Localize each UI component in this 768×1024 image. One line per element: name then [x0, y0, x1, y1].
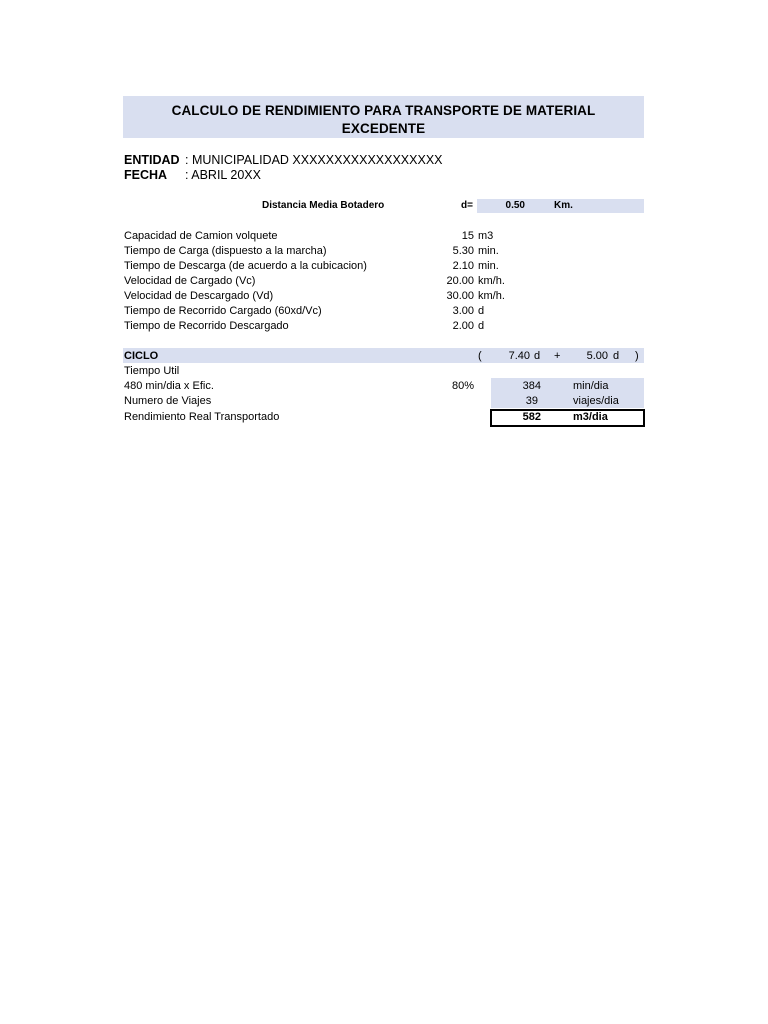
param-unit: d	[478, 320, 485, 332]
param-label: Velocidad de Cargado (Vc)	[124, 275, 256, 287]
fecha-value: : ABRIL 20XX	[185, 168, 261, 182]
param-value: 5.30	[452, 245, 474, 257]
ciclo-value-2: 5.00	[586, 350, 608, 362]
distancia-value: 0.50	[505, 200, 525, 211]
distancia-unit: Km.	[554, 200, 573, 211]
ciclo-plus: +	[554, 350, 561, 362]
eficiencia-label: 480 min/dia x Efic.	[124, 380, 214, 392]
param-value: 30.00	[446, 290, 474, 302]
ciclo-open-paren: (	[478, 350, 482, 362]
title-line-2: EXCEDENTE	[341, 121, 426, 136]
param-label: Tiempo de Descarga (de acuerdo a la cubicacion)	[124, 260, 367, 272]
entidad-label: ENTIDAD	[124, 153, 180, 167]
eficiencia-percent: 80%	[451, 380, 474, 392]
param-value: 15	[461, 230, 474, 242]
param-label: Tiempo de Recorrido Descargado	[124, 320, 289, 332]
param-unit: min.	[478, 260, 499, 272]
fecha-label: FECHA	[124, 168, 168, 182]
ciclo-value-1: 7.40	[508, 350, 530, 362]
title-line-1: CALCULO DE RENDIMIENTO PARA TRANSPORTE DE MATERIAL	[171, 103, 596, 118]
param-value: 2.10	[452, 260, 474, 272]
param-label: Capacidad de Camion volquete	[124, 230, 278, 242]
ciclo-close-paren: )	[635, 350, 639, 362]
param-label: Tiempo de Carga (dispuesto a la marcha)	[124, 245, 327, 257]
param-unit: km/h.	[478, 275, 505, 287]
param-unit: m3	[478, 230, 494, 242]
rendimiento-label: Rendimiento Real Transportado	[124, 411, 280, 423]
eficiencia-value: 384	[522, 380, 541, 392]
param-unit: d	[478, 305, 485, 317]
param-unit: min.	[478, 245, 499, 257]
param-label: Tiempo de Recorrido Cargado (60xd/Vc)	[124, 305, 322, 317]
ciclo-label: CICLO	[124, 350, 159, 362]
eficiencia-unit: min/dia	[573, 380, 609, 392]
ciclo-shade	[123, 348, 644, 363]
viajes-value: 39	[525, 395, 538, 407]
tiempo-util-label: Tiempo Util	[124, 365, 180, 377]
param-value: 2.00	[452, 320, 474, 332]
param-label: Velocidad de Descargado (Vd)	[124, 290, 274, 302]
viajes-label: Numero de Viajes	[124, 395, 212, 407]
param-value: 20.00	[446, 275, 474, 287]
entidad-value: : MUNICIPALIDAD XXXXXXXXXXXXXXXXXX	[185, 153, 443, 167]
distancia-symbol: d=	[461, 200, 473, 211]
ciclo-unit-2: d	[613, 350, 620, 362]
param-unit: km/h.	[478, 290, 505, 302]
title-banner	[123, 96, 644, 138]
param-value: 3.00	[452, 305, 474, 317]
distancia-label: Distancia Media Botadero	[262, 200, 385, 211]
rendimiento-unit: m3/dia	[573, 411, 608, 423]
viajes-unit: viajes/dia	[573, 395, 619, 407]
ciclo-unit-1: d	[534, 350, 541, 362]
rendimiento-value: 582	[522, 411, 541, 423]
